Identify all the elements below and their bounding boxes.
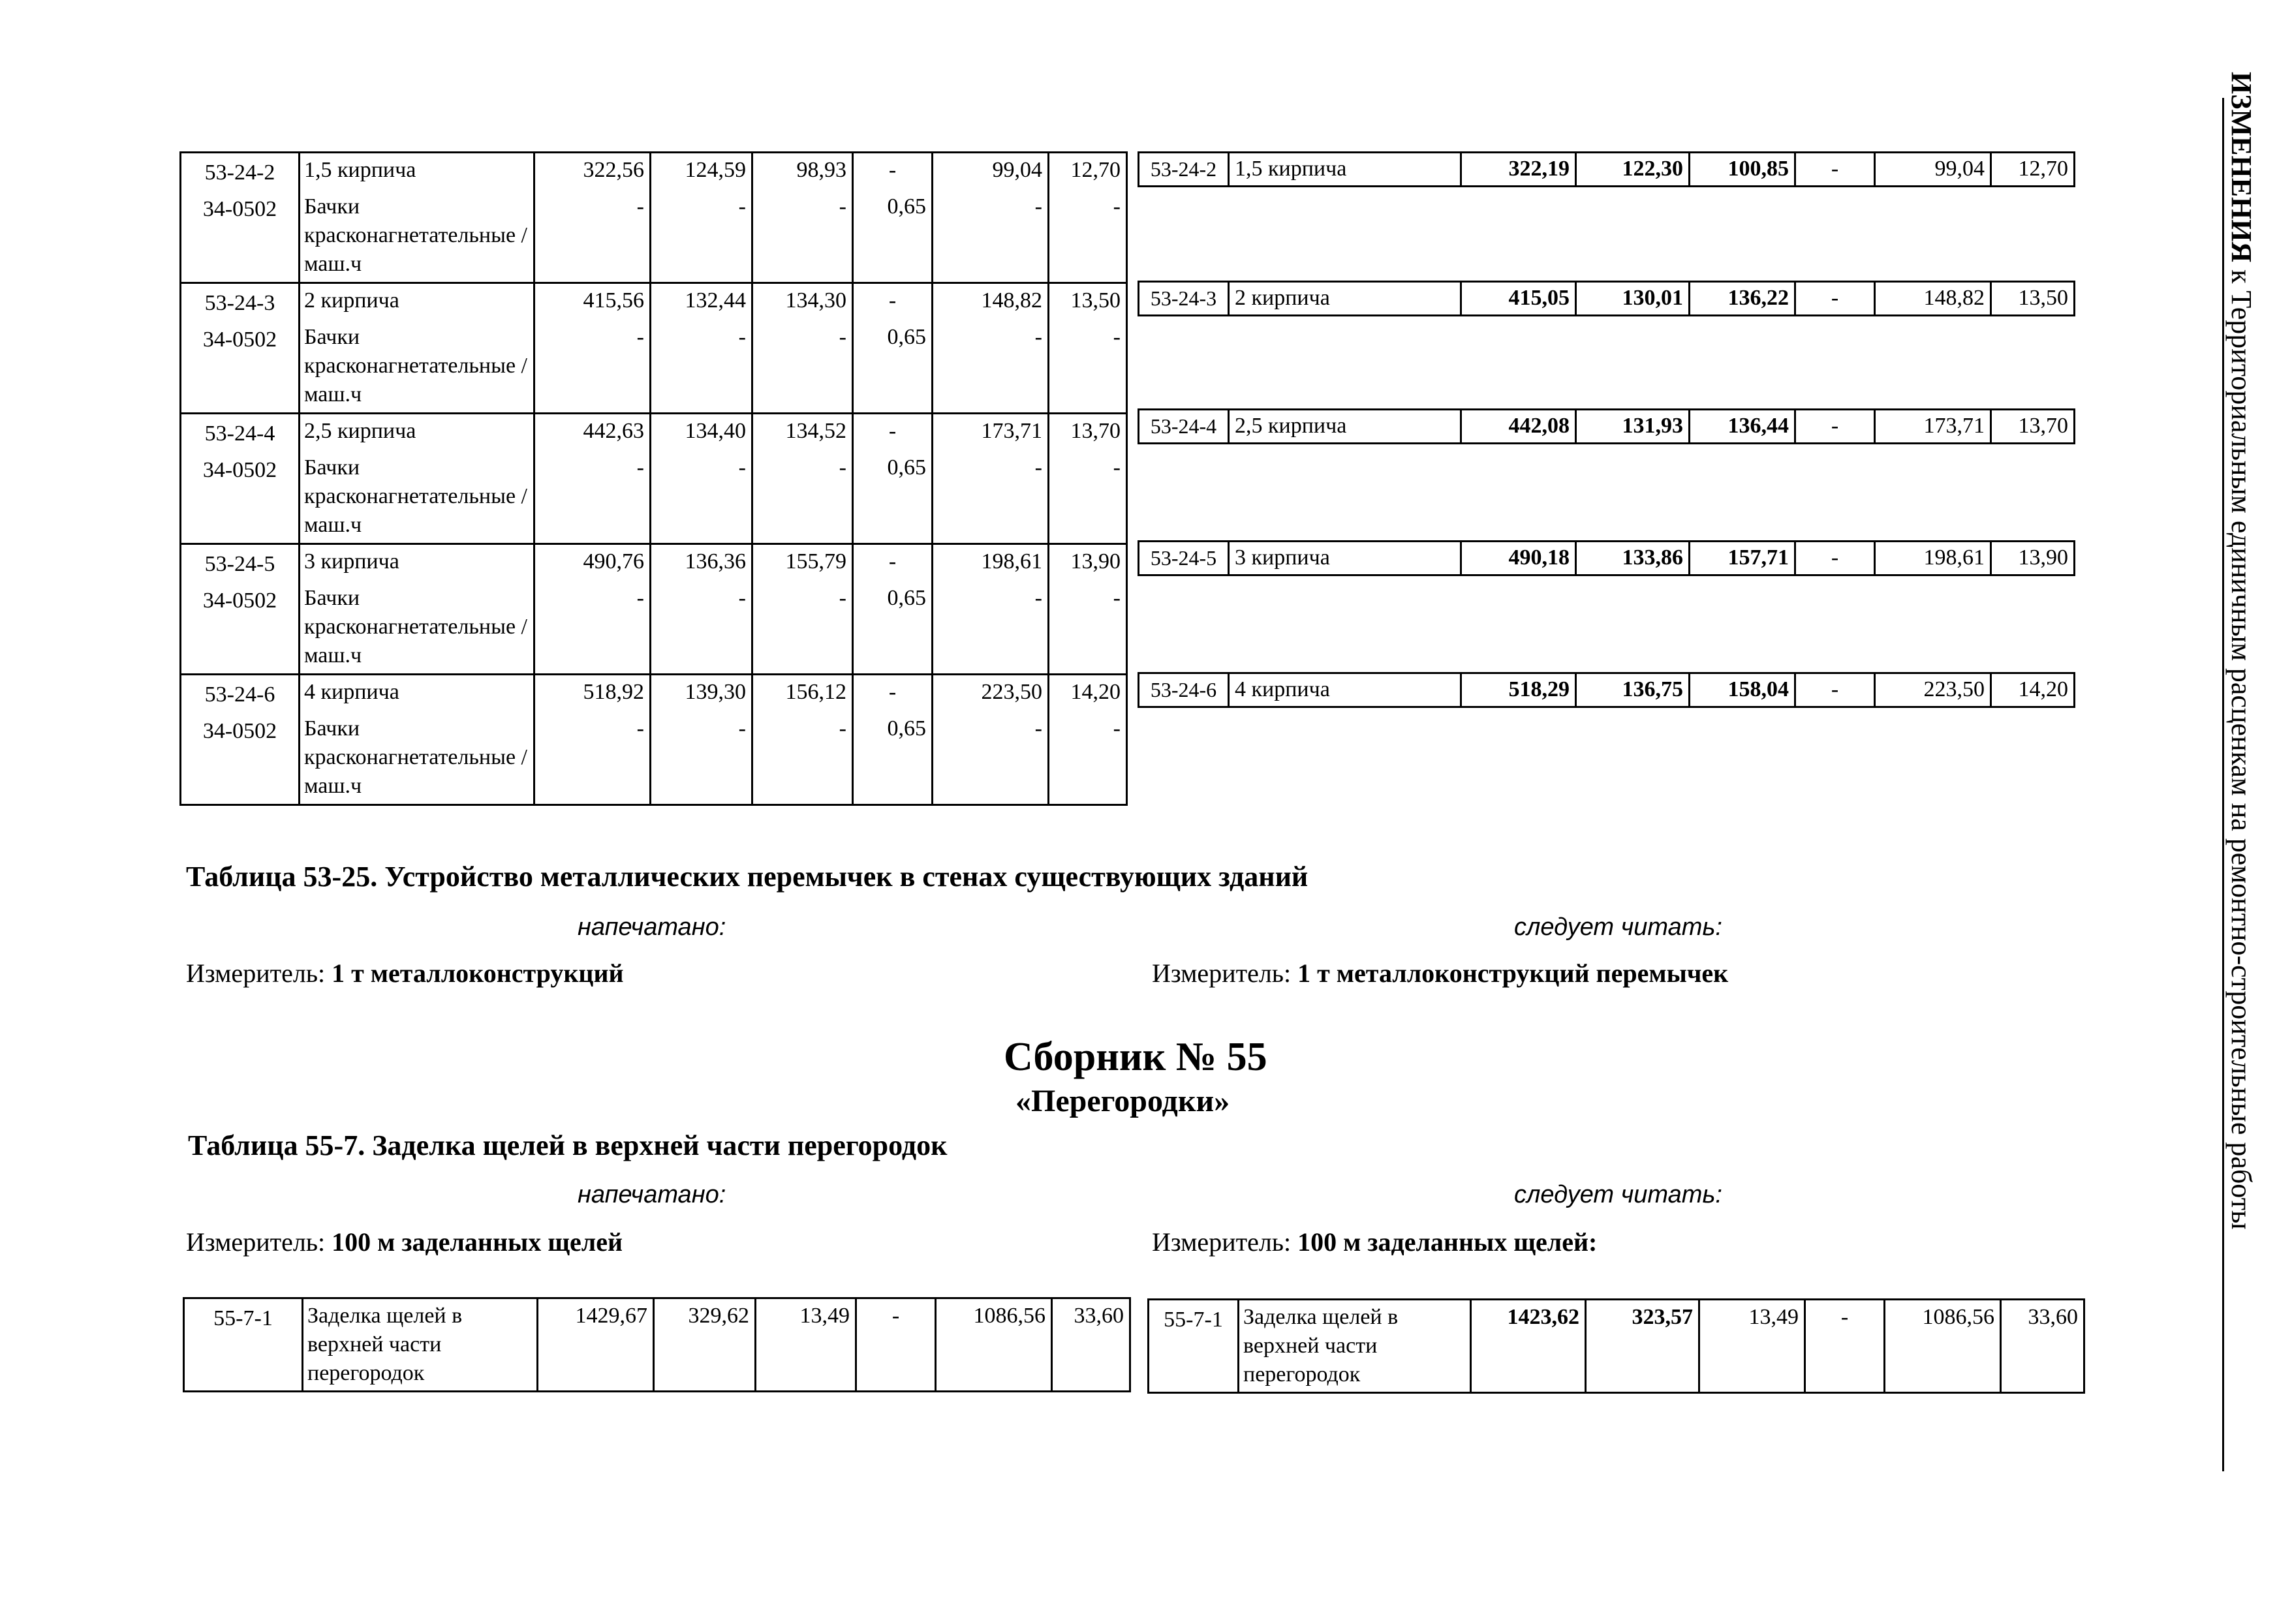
cell-v1: 1423,62 [1471,1300,1586,1393]
cell-sub-value: - [1113,586,1121,610]
cell-v4: - [1795,153,1875,187]
cell-v6 [1049,283,1127,414]
cell-main-value: - [888,549,897,574]
cell-v4 [853,414,933,544]
correct-label-53-25: следует читать: [1514,913,1722,941]
cell-name: 2 кирпича [1229,282,1461,316]
cell-sub-value: - [839,325,846,349]
cell-v2: 131,93 [1576,410,1690,444]
cell-main-value: 156,12 [785,680,846,704]
meter-prefix: Измеритель: [186,1227,332,1257]
cell-sub-value: - [1113,325,1121,349]
cell-main-value: 139,30 [685,680,746,704]
table-row [181,675,1127,805]
cell-sub-value: 34-0502 [202,719,277,743]
cell-sub-value: - [636,194,644,219]
cell-main-value: 155,79 [785,549,846,574]
cell-v3: 13,49 [756,1298,856,1392]
cell-v4 [853,675,933,805]
cell-main-value: 223,50 [981,680,1042,704]
cell-v3: 157,71 [1690,542,1795,575]
cell-v1 [534,414,651,544]
cell-main-value: 13,50 [1070,288,1121,313]
meter-value: 1 т металлоконструкций перемычек [1297,958,1729,988]
cell-name: Заделка щелей в верхней части перегородок [1239,1300,1471,1393]
cell-v5: 148,82 [1875,282,1991,316]
cell-v5: 198,61 [1875,542,1991,575]
side-divider [2222,98,2224,1471]
cell-v2: 329,62 [654,1298,756,1392]
cell-v5: 99,04 [1875,153,1991,187]
cell-v5: 173,71 [1875,410,1991,444]
cell-v1: 442,08 [1461,410,1576,444]
cell-main-value: 13,90 [1070,549,1121,574]
cell-v3: 136,22 [1690,282,1795,316]
cell-v2: 133,86 [1576,542,1690,575]
cell-v6: 33,60 [2001,1300,2084,1393]
cell-v3 [752,544,853,675]
printed-meter-53-25 [186,958,624,988]
table-row [1139,673,2075,707]
cell-sub-value: 34-0502 [202,328,277,352]
cell-name: Заделка щелей в верхней части перегородок [303,1298,538,1392]
cell-v5: 223,50 [1875,673,1991,707]
cell-sub-value: - [738,325,746,349]
cell-name [300,153,534,283]
collection-subtitle: «Перегородки» [1015,1084,1230,1118]
cell-main-value: 3 кирпича [304,549,399,574]
cell-sub-value: - [738,586,746,610]
cell-v6 [1049,544,1127,675]
side-header-rest: к Территориальным единичным расценкам на ремонтно-строительные работы [2225,262,2257,1230]
cell-v6 [1049,153,1127,283]
cell-v5: 1086,56 [936,1298,1052,1392]
table-row [1139,282,2075,316]
brick-table-printed [179,151,1128,806]
cell-v4: - [1795,282,1875,316]
cell-v1: 1429,67 [538,1298,654,1392]
cell-name: 1,5 кирпича [1229,153,1461,187]
side-header-bold: ИЗМЕНЕНИЯ [2225,72,2257,263]
cell-v1 [534,544,651,675]
cell-main-value: 53-24-4 [204,421,275,446]
cell-v5 [933,675,1049,805]
cell-sub-value: 34-0502 [202,458,277,482]
cell-v2: 323,57 [1586,1300,1699,1393]
cell-code [181,675,300,805]
cell-main-value: 198,61 [981,549,1042,574]
cell-main-value: 98,93 [796,158,846,182]
cell-v6: 13,50 [1991,282,2075,316]
cell-main-value: 518,92 [583,680,644,704]
corrected-row-table [1138,540,2075,576]
cell-sub-value: - [839,455,846,480]
cell-v1 [534,283,651,414]
cell-v4: - [856,1298,936,1392]
cell-main-value: - [888,288,897,313]
cell-sub-value: - [1034,194,1042,219]
cell-name [300,675,534,805]
cell-v3: 158,04 [1690,673,1795,707]
correct-label-55-7: следует читать: [1514,1181,1722,1208]
cell-v4 [853,544,933,675]
cell-v4: - [1795,542,1875,575]
table-55-7-heading: Таблица 55-7. Заделка щелей в верхней части перегородок [188,1129,948,1161]
cell-v6: 14,20 [1991,673,2075,707]
cell-v6 [1049,675,1127,805]
cell-code: 53-24-3 [1139,282,1229,316]
cell-main-value: 134,52 [785,419,846,443]
table-row [1139,542,2075,575]
cell-sub-value: - [1034,716,1042,741]
cell-code: 53-24-5 [1139,542,1229,575]
cell-name [300,544,534,675]
cell-main-value: 1,5 кирпича [304,158,416,182]
cell-sub-value: - [1113,455,1121,480]
cell-sub-value: 34-0502 [202,197,277,221]
cell-v3 [752,675,853,805]
cell-v6 [1049,414,1127,544]
cell-sub-value: - [1034,455,1042,480]
cell-v3 [752,414,853,544]
cell-main-value: 124,59 [685,158,746,182]
cell-main-value: - [888,158,897,182]
cell-code [181,544,300,675]
cell-sub-value: 0,65 [887,194,926,219]
table-row [1149,1300,2084,1393]
table-row [181,414,1127,544]
cell-sub-value: - [1034,586,1042,610]
cell-sub-value: - [636,325,644,349]
cell-sub-value: - [839,716,846,741]
cell-v2 [651,414,752,544]
cell-sub-value: - [1034,325,1042,349]
cell-code: 53-24-2 [1139,153,1229,187]
cell-v6: 13,90 [1991,542,2075,575]
cell-sub-value: - [1113,716,1121,741]
printed-label-55-7: напечатано: [578,1181,726,1208]
cell-main-value: 53-24-3 [204,291,275,315]
correct-meter-53-25 [1152,958,1728,988]
cell-main-value: 134,40 [685,419,746,443]
cell-name: 4 кирпича [1229,673,1461,707]
table-row [184,1298,1130,1392]
meter-value: 100 м заделанных щелей: [1297,1227,1598,1257]
meter-prefix: Измеритель: [186,958,332,988]
cell-v1 [534,153,651,283]
printed-label-53-25: напечатано: [578,913,726,941]
cell-name [300,414,534,544]
cell-v6: 13,70 [1991,410,2075,444]
cell-main-value: 4 кирпича [304,680,399,704]
cell-v4: - [1805,1300,1885,1393]
cell-v1: 518,29 [1461,673,1576,707]
cell-code [181,414,300,544]
side-header [2212,72,2265,1442]
cell-sub-value: Бачки красконагнетательные / маш.ч [304,194,527,276]
cell-main-value: 322,56 [583,158,644,182]
cell-code: 53-24-4 [1139,410,1229,444]
cell-sub-value: - [636,455,644,480]
cell-name [300,283,534,414]
cell-v2 [651,675,752,805]
cell-v2 [651,544,752,675]
cell-v1 [534,675,651,805]
cell-v3: 100,85 [1690,153,1795,187]
cell-sub-value: - [738,194,746,219]
meter-prefix: Измеритель: [1152,1227,1298,1257]
cell-sub-value: - [738,716,746,741]
cell-sub-value: - [738,455,746,480]
cell-main-value: 53-24-6 [204,682,275,707]
cell-v1: 415,05 [1461,282,1576,316]
cell-sub-value: 0,65 [887,586,926,610]
cell-main-value: 442,63 [583,419,644,443]
table-55-7-corrected [1147,1298,2085,1394]
table-row [181,283,1127,414]
cell-sub-value: - [839,586,846,610]
cell-main-value: 53-24-2 [204,161,275,185]
correct-meter-55-7 [1152,1227,1597,1257]
cell-sub-value: - [1113,194,1121,219]
cell-v1: 490,18 [1461,542,1576,575]
cell-v5 [933,283,1049,414]
cell-main-value: 490,76 [583,549,644,574]
cell-sub-value: - [839,194,846,219]
cell-code: 55-7-1 [1149,1300,1239,1393]
cell-main-value: 13,70 [1070,419,1121,443]
cell-v6: 33,60 [1052,1298,1130,1392]
cell-v2: 136,75 [1576,673,1690,707]
cell-sub-value: Бачки красконагнетательные / маш.ч [304,455,527,537]
meter-value: 1 т металлоконструкций [332,958,624,988]
collection-title: Сборник № 55 [1004,1035,1267,1079]
cell-sub-value: Бачки красконагнетательные / маш.ч [304,325,527,406]
corrected-row-table [1138,281,2075,316]
cell-v2: 122,30 [1576,153,1690,187]
cell-code: 53-24-6 [1139,673,1229,707]
cell-v2 [651,153,752,283]
table-row [1139,410,2075,444]
cell-main-value: - [888,680,897,704]
cell-main-value: 415,56 [583,288,644,313]
cell-main-value: 2,5 кирпича [304,419,416,443]
cell-code: 55-7-1 [184,1298,303,1392]
cell-sub-value: Бачки красконагнетательные / маш.ч [304,716,527,798]
cell-v4: - [1795,410,1875,444]
cell-main-value: 136,36 [685,549,746,574]
corrected-row-table [1138,408,2075,444]
corrected-row-table [1138,151,2075,187]
cell-main-value: 148,82 [981,288,1042,313]
cell-v3: 136,44 [1690,410,1795,444]
cell-v5 [933,414,1049,544]
table-row [181,153,1127,283]
cell-v5 [933,153,1049,283]
cell-v5: 1086,56 [1885,1300,2001,1393]
cell-main-value: 134,30 [785,288,846,313]
cell-code [181,153,300,283]
cell-sub-value: - [636,716,644,741]
corrected-row-table [1138,672,2075,708]
cell-sub-value: 0,65 [887,455,926,480]
cell-main-value: 12,70 [1070,158,1121,182]
table-55-7-printed [183,1297,1131,1392]
cell-v3 [752,153,853,283]
cell-v4 [853,153,933,283]
cell-name: 3 кирпича [1229,542,1461,575]
cell-v1: 322,19 [1461,153,1576,187]
cell-main-value: - [888,419,897,443]
cell-main-value: 2 кирпича [304,288,399,313]
cell-main-value: 132,44 [685,288,746,313]
cell-main-value: 173,71 [981,419,1042,443]
meter-value: 100 м заделанных щелей [332,1227,623,1257]
cell-v2 [651,283,752,414]
cell-main-value: 14,20 [1070,680,1121,704]
cell-main-value: 53-24-5 [204,552,275,576]
meter-prefix: Измеритель: [1152,958,1298,988]
table-53-25-heading: Таблица 53-25. Устройство металлических перемычек в стенах существующих зданий [186,861,1309,893]
cell-v6: 12,70 [1991,153,2075,187]
cell-sub-value: 34-0502 [202,589,277,613]
cell-v2: 130,01 [1576,282,1690,316]
table-row [181,544,1127,675]
cell-v3 [752,283,853,414]
table-row [1139,153,2075,187]
cell-main-value: 99,04 [992,158,1042,182]
cell-code [181,283,300,414]
printed-meter-55-7 [186,1227,623,1257]
cell-sub-value: - [636,586,644,610]
cell-v4: - [1795,673,1875,707]
cell-name: 2,5 кирпича [1229,410,1461,444]
cell-sub-value: 0,65 [887,716,926,741]
cell-sub-value: Бачки красконагнетательные / маш.ч [304,586,527,667]
cell-v5 [933,544,1049,675]
cell-v4 [853,283,933,414]
cell-sub-value: 0,65 [887,325,926,349]
cell-v3: 13,49 [1699,1300,1805,1393]
